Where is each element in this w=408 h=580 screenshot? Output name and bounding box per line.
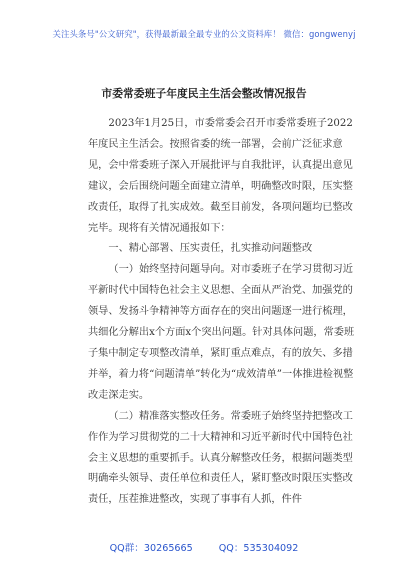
contact-footer	[0, 540, 408, 554]
qq-group-number: QQ群：30265665	[109, 543, 193, 554]
promo-banner: 关注头条号"公文研究"，获得最新最全最专业的公文资料库！ 微信：gongwenyj	[52, 29, 356, 39]
paragraph-intro: 2023年1月25日，市委常委会召开市委常委班子2022年度民主生活会。按照省委的统一部署，会前广泛征求意见，会中常委班子深入开展批评与自我批评，认真提出意见建议，会后围绕问题全面建立清单，明确整改时限，压实整改责任，取得了扎实成效。截至目前发，各项问题均已整改完毕。现将有关情况通报如下：	[88, 118, 353, 234]
paragraph-item-1: （一）始终坚持问题导向。对市委班子在学习贯彻习近平新时代中国特色社会主义思想、全面从严治党、加强党的领导、发扬斗争精神等方面存在的突出问题逐一进行梳理，共细化分解出x个方面x个突出问题。针对具体问题，常委班子集中制定专项整改清单，紧盯重点难点，有的放矢、多措并举，着力将“问题清单”转化为“成效清单”一体推进检视整改走深走实。	[88, 264, 355, 401]
document-title: 市委常委班子年度民主生活会整改情况报告	[101, 87, 307, 100]
qq-number: QQ：535304092	[218, 543, 299, 554]
paragraph-item-2: （二）精准落实整改任务。常委班子始终坚持把整改工作作为学习贯彻党的二十大精神和习近平新时代中国特色社会主义思想的重要抓手。认真分解整改任务，根据问题类型明确牵头领导、责任单位和责任人，紧盯整改时限压实整改责任，压茬推进整改，实现了事事有人抓，件件	[88, 410, 353, 506]
section-heading: 一、精心部署、压实责任，扎实推动问题整改	[108, 243, 313, 255]
document-body	[88, 114, 356, 511]
